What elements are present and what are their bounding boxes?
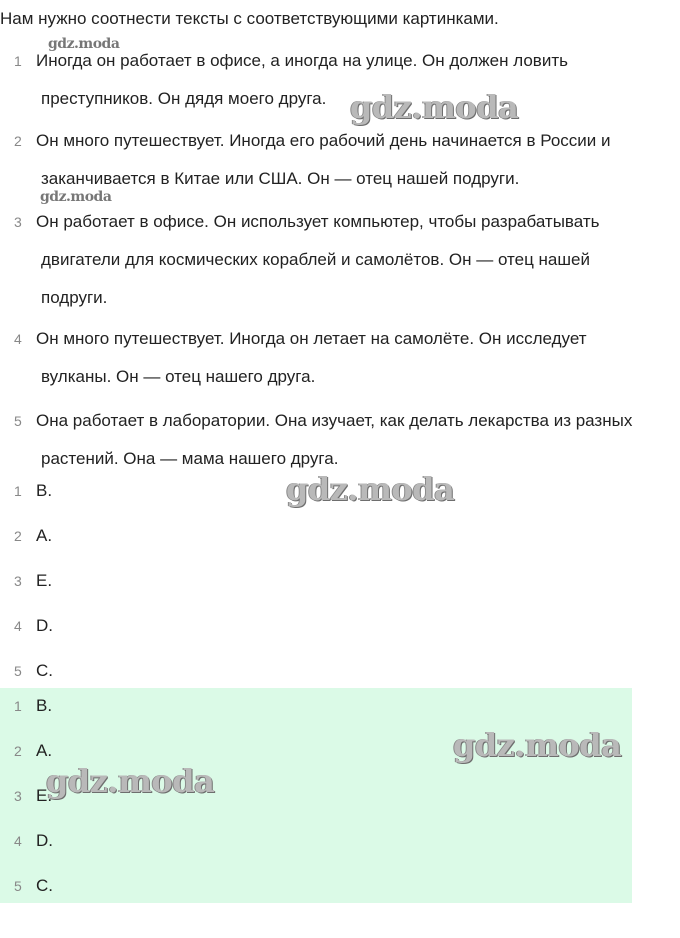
watermark: gdz.moda [350,88,519,126]
text-line: вулканы. Он — отец нашего друга. [41,367,316,386]
answer-value: B. [36,696,53,715]
answer-number: 4 [14,618,22,634]
text-line: двигатели для космических кораблей и самолётов. Он — отец нашей [41,250,590,269]
answer-row [0,479,680,524]
answer-number: 3 [14,788,22,804]
answer-value: C. [36,661,53,680]
answer-row [0,784,680,829]
answer-value: D. [36,831,53,850]
text-line: Она работает в лаборатории. Она изучает, как делать лекарства из разных [36,411,633,430]
text-line: растений. Она — мама нашего друга. [41,449,339,468]
answer-value: A. [36,741,53,760]
answer-value: C. [36,876,53,895]
answer-value: D. [36,616,53,635]
task-instruction: Нам нужно соотнести тексты с соответствующими картинками. [0,9,499,28]
text-line: Он много путешествует. Иногда его рабочий день начинается в России и [36,131,611,150]
text-line: Он много путешествует. Иногда он летает на самолёте. Он исследует [36,329,587,348]
answer-row [0,874,680,919]
answer-number: 1 [14,698,22,714]
watermark: gdz.moda [40,189,112,205]
watermark: gdz.moda [48,36,120,52]
text-line: подруги. [41,288,108,307]
answer-value: A. [36,526,53,545]
item-number: 5 [14,413,22,429]
item-text [36,402,676,478]
text-line: заканчивается в Китае или США. Он — отец нашей подруги. [41,169,520,188]
item-text [36,122,676,198]
item-text [36,42,676,118]
item-text [36,320,676,396]
answer-number: 3 [14,573,22,589]
answer-value: B. [36,481,53,500]
text-line: преступников. Он дядя моего друга. [41,89,327,108]
answer-row [0,569,680,614]
answer-row [0,694,680,739]
text-line: Иногда он работает в офисе, а иногда на улице. Он должен ловить [36,51,568,70]
answer-number: 4 [14,833,22,849]
item-number: 2 [14,133,22,149]
answer-value: E. [36,786,53,805]
watermark: gdz.moda [286,470,455,508]
item-number: 1 [14,53,22,69]
answer-row [0,739,680,784]
answer-number: 2 [14,528,22,544]
answer-row [0,614,680,659]
answer-number: 5 [14,878,22,894]
watermark: gdz.moda [453,726,622,764]
watermark: gdz.moda [46,762,215,800]
answer-number: 1 [14,483,22,499]
text-line: Он работает в офисе. Он использует компьютер, чтобы разрабатывать [36,212,600,231]
answer-number: 5 [14,663,22,679]
item-text [36,203,676,317]
item-number: 3 [14,214,22,230]
answer-row [0,829,680,874]
answer-number: 2 [14,743,22,759]
answer-value: E. [36,571,53,590]
answer-row [0,524,680,569]
item-number: 4 [14,331,22,347]
